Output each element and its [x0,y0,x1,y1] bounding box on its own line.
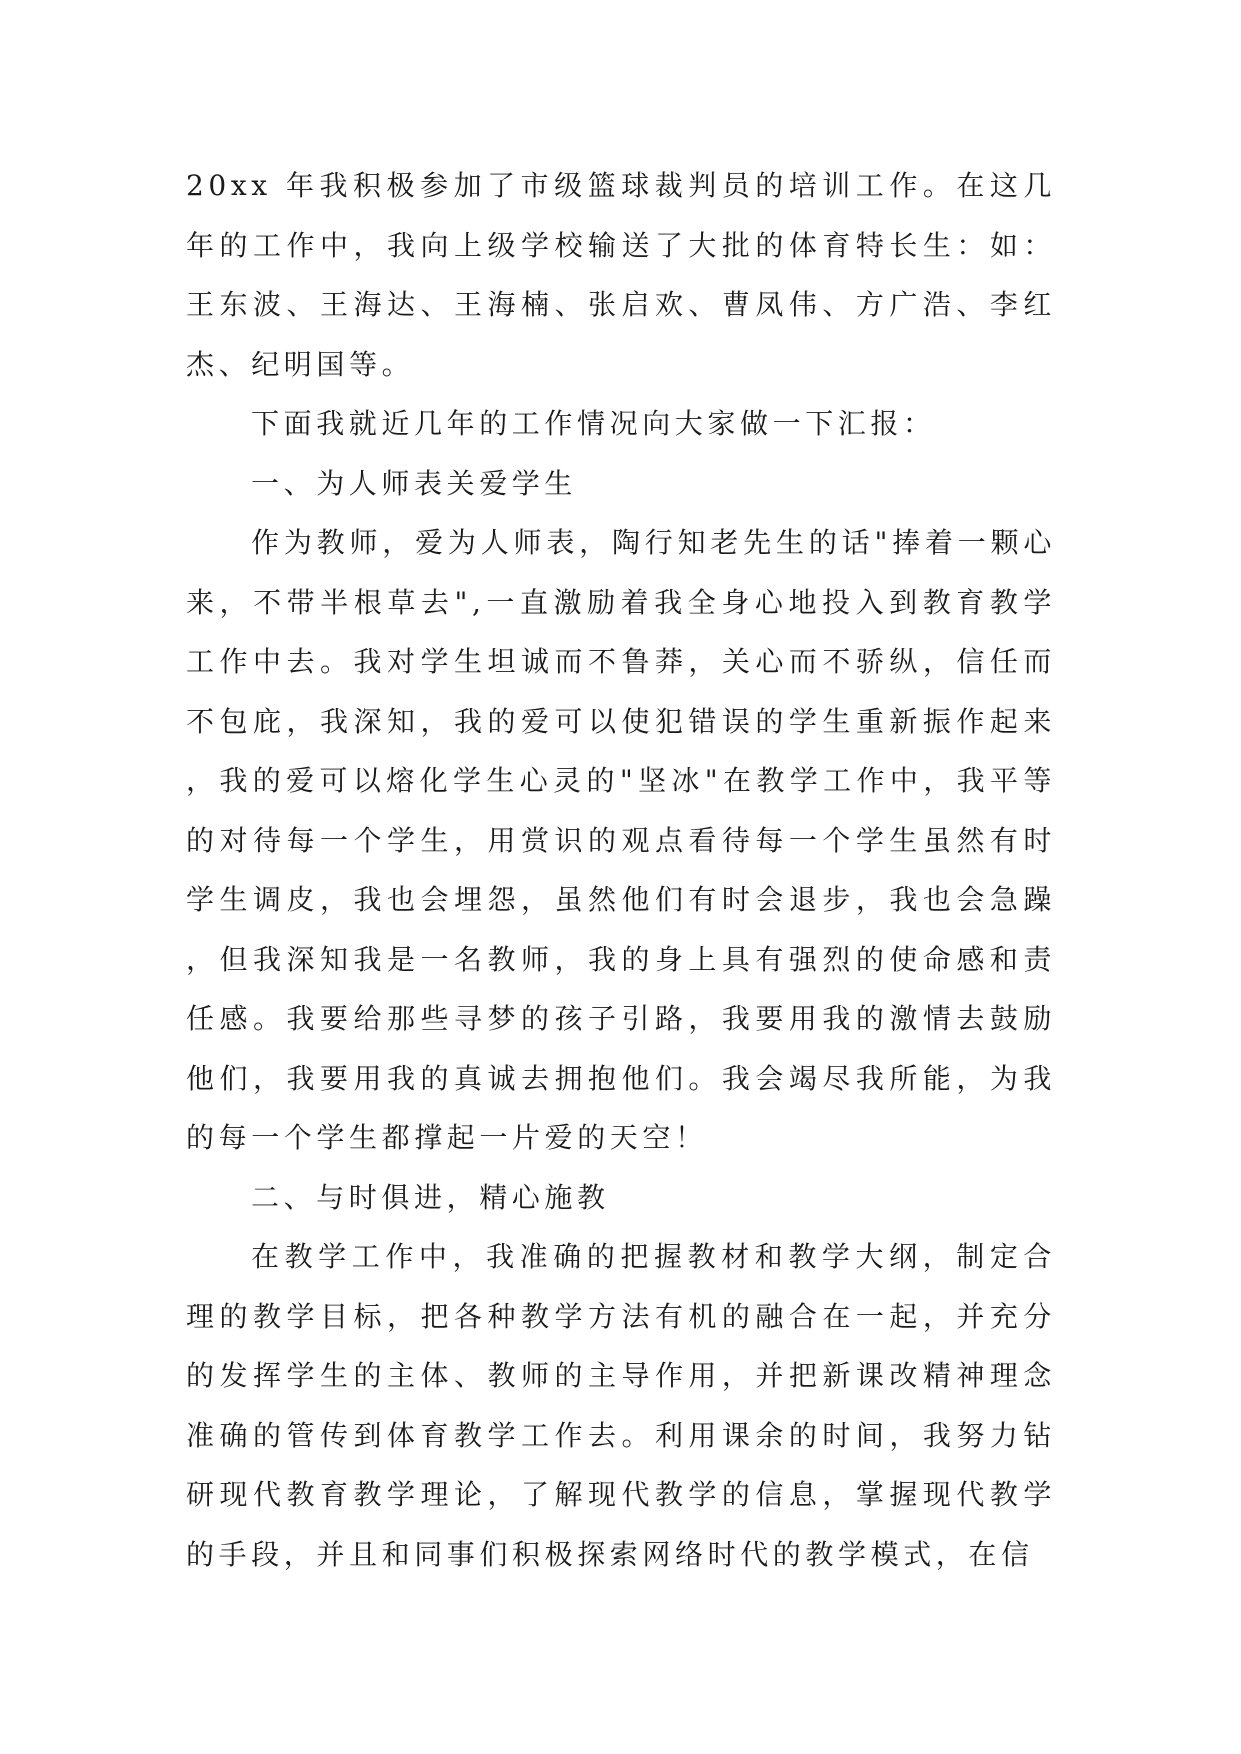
section-heading-1: 一、为人师表关爱学生 [251,466,578,500]
section-heading-2: 二、与时俱进，精心施教 [251,1180,610,1214]
document-body [186,156,1056,1584]
paragraph-intro: 20xx 年我积极参加了市级篮球裁判员的培训工作。在这几年的工作中，我向上级学校输送了大批的体育特长生：如：王东波、王海达、王海楠、张启欢、曹凤伟、方广浩、李红杰、纪明国等。 [186,169,1056,381]
paragraph-section-2: 在教学工作中，我准确的把握教材和教学大纲，制定合理的教学目标，把各种教学方法有机的融合在一起，并充分的发挥学生的主体、教师的主导作用，并把新课改精神理念准确的管传到体育教学工作去。利用课余的时间，我努力钻研现代教育教学理论，了解现代教学的信息，掌握现代教学的手段，并且和同事们积极探索网络时代的教学模式，在信 [186,1240,1056,1571]
paragraph-report-lead: 下面我就近几年的工作情况向大家做一下汇报： [251,407,936,440]
paragraph-section-1: 作为教师，爱为人师表，陶行知老先生的话"捧着一颗心来，不带半根草去",一直激励着我全身心地投入到教育教学工作中去。我对学生坦诚而不鲁莽，关心而不骄纵，信任而不包庇，我深知，我的爱可以使犯错误的学生重新振作起来，我的爱可以熔化学生心灵的"坚冰"在教学工作中，我平等的对待每一个学生，用赏识的观点看待每一个学生虽然有时学生调皮，我也会埋怨，虽然他们有时会退步，我也会急躁，但我深知我是一名教师，我的身上具有强烈的使命感和责任感。我要给那些寻梦的孩子引路，我要用我的激情去鼓励他们，我要用我的真诚去拥抱他们。我会竭尽我所能，为我的每一个学生都撑起一片爱的天空！ [186,526,1056,1154]
